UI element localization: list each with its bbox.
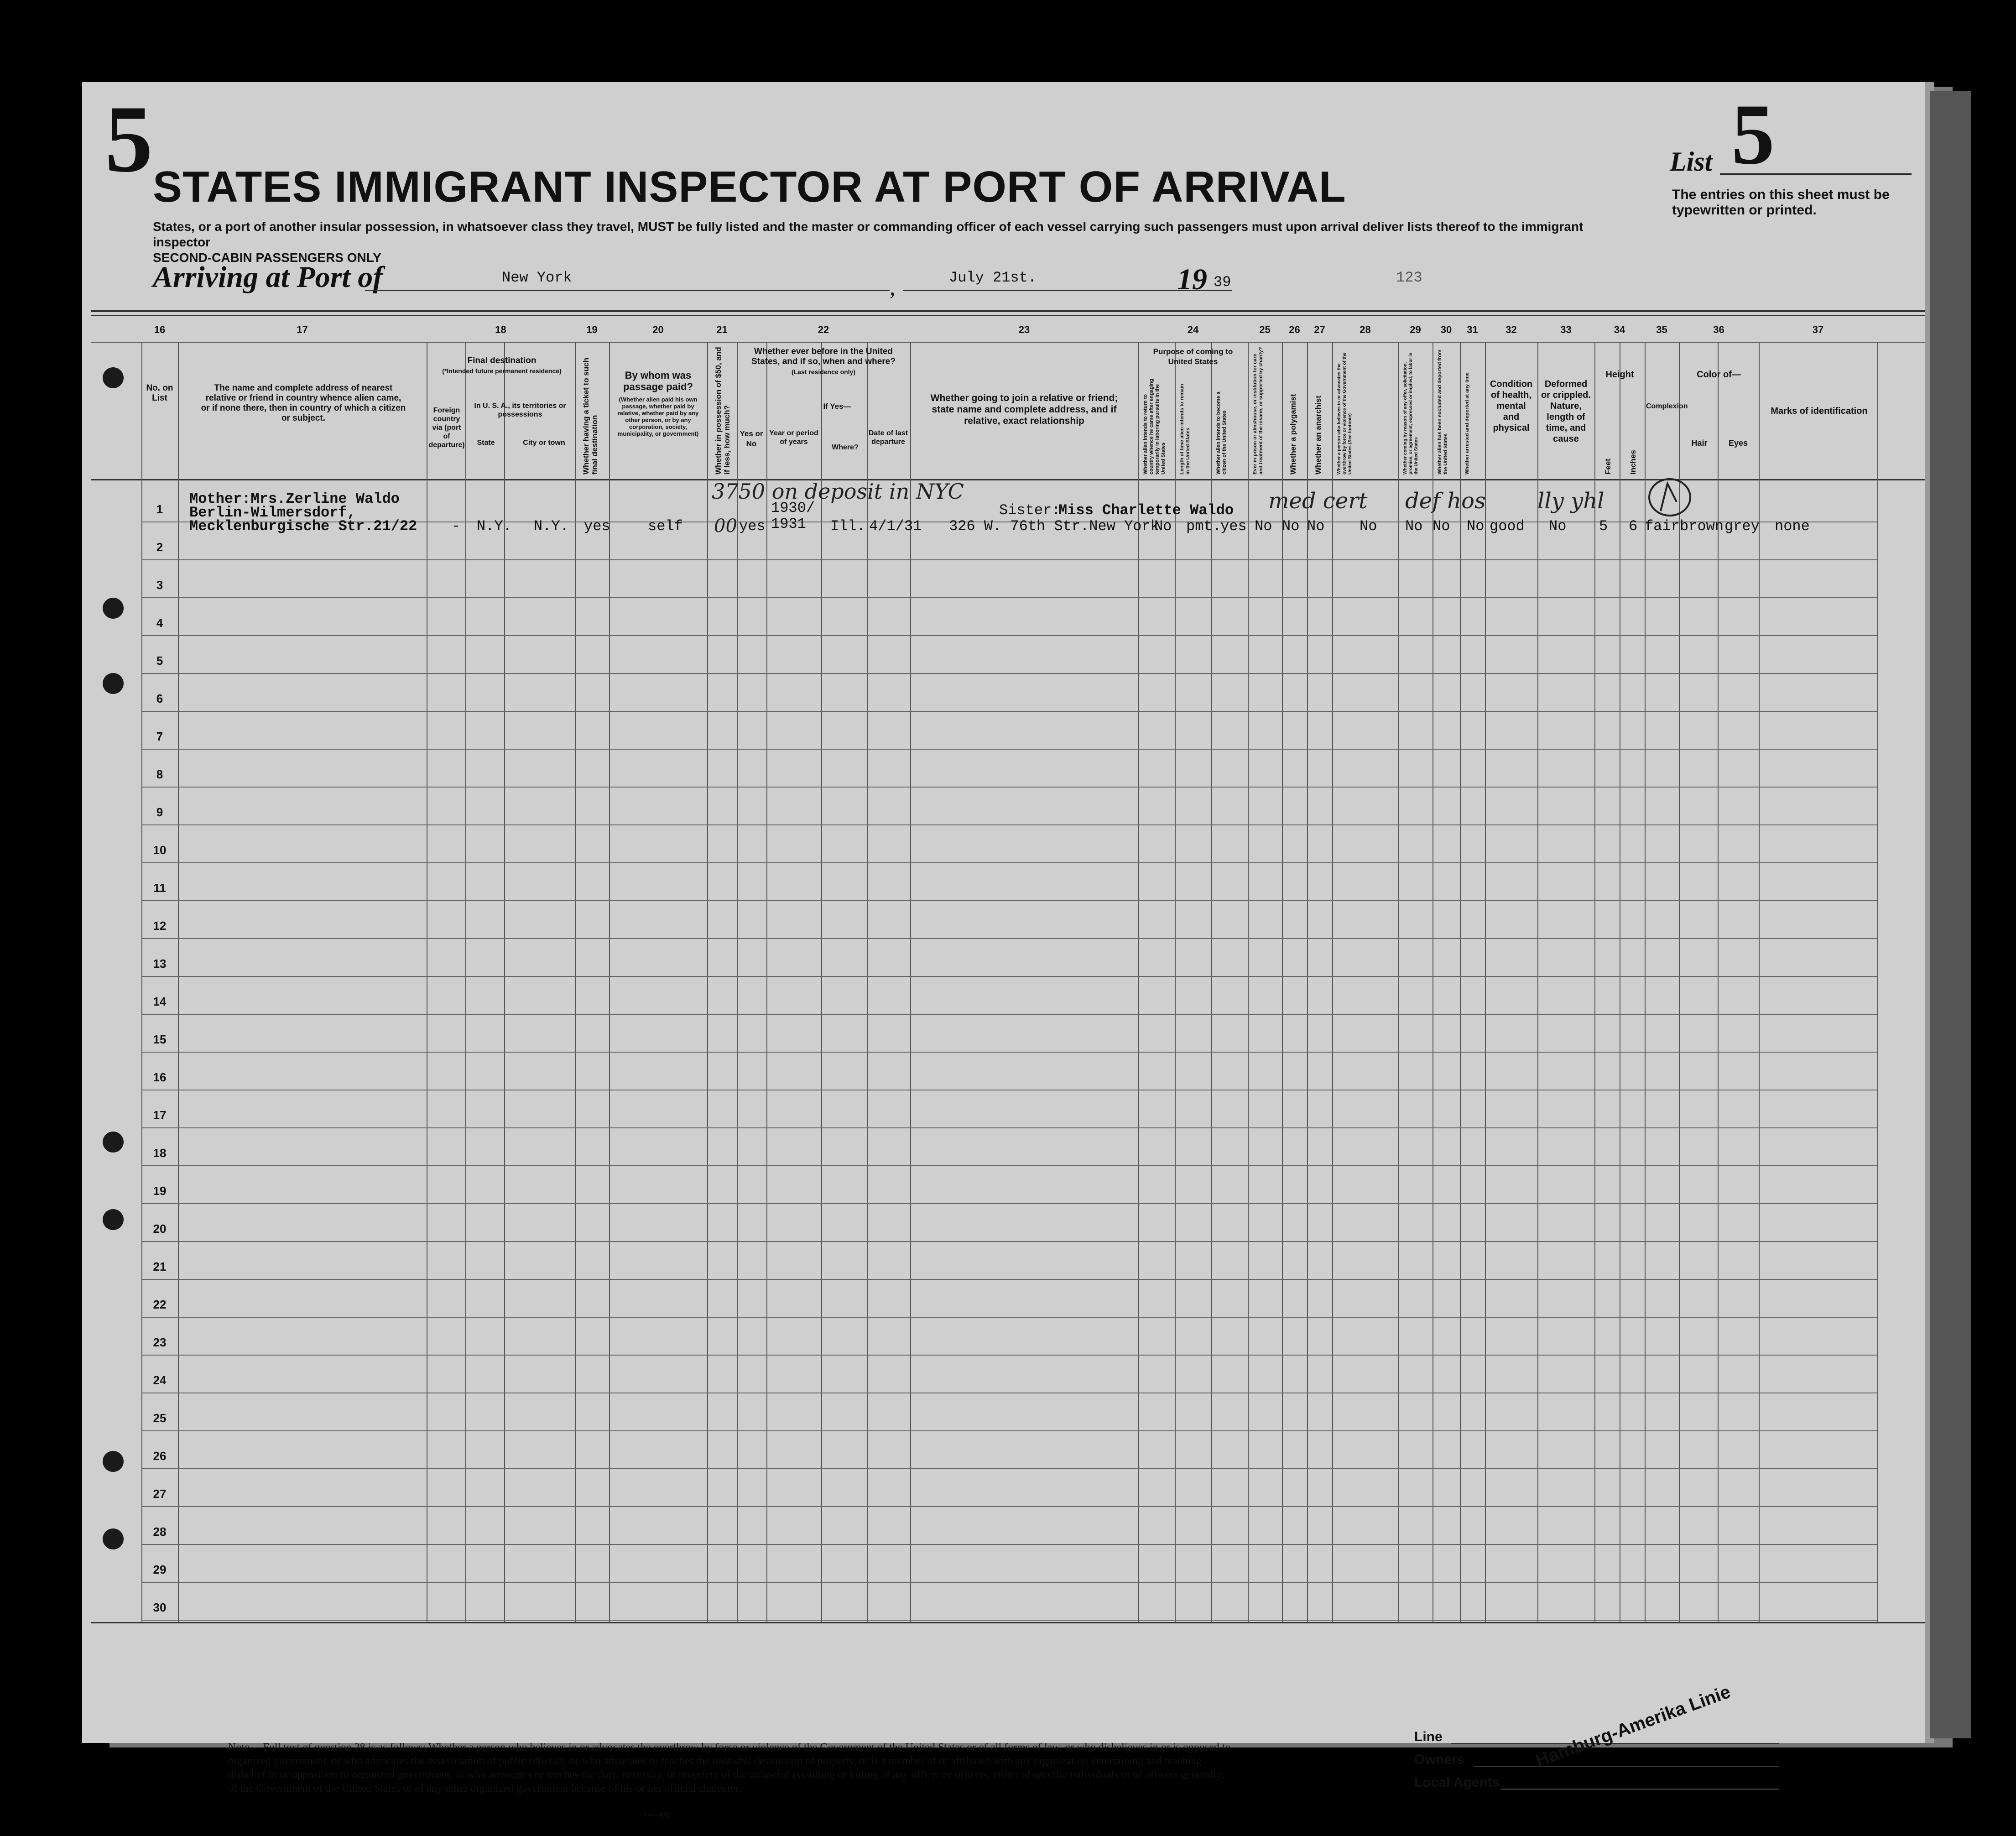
hdr-complexion: Complexion bbox=[1646, 402, 1688, 410]
row1-years-line2: 1931 bbox=[771, 516, 806, 532]
row1-paid-by: self bbox=[648, 518, 683, 535]
row-rule bbox=[141, 1430, 1877, 1431]
row1-prison: No bbox=[1255, 518, 1272, 535]
row-rule bbox=[141, 1506, 1877, 1507]
hdr-final-destination-label: Final destination bbox=[467, 356, 537, 365]
row-rule bbox=[141, 1355, 1877, 1356]
column-rule bbox=[1877, 342, 1878, 1622]
colnum-35: 35 bbox=[1656, 324, 1667, 335]
row1-complexion: fair bbox=[1645, 518, 1680, 535]
row-number: 23 bbox=[153, 1335, 167, 1349]
year-prefix: 19 bbox=[1177, 263, 1207, 296]
row1-relative-line1: Mother:Mrs.Zerline Waldo bbox=[189, 490, 400, 507]
manifest-sheet bbox=[82, 82, 1925, 1819]
colnum-34: 34 bbox=[1614, 324, 1625, 335]
hdr-no-on-list: No. on List bbox=[146, 383, 173, 403]
row-rule bbox=[141, 1468, 1877, 1469]
hdr-purpose: Purpose of coming to United States bbox=[1153, 347, 1233, 366]
hdr-anarchist: Whether an anarchist bbox=[1314, 396, 1323, 475]
row-number: 8 bbox=[156, 767, 163, 781]
hdr-polygamist: Whether a polygamist bbox=[1289, 394, 1297, 475]
row1-citizen: yes bbox=[1220, 518, 1247, 535]
row-number: 11 bbox=[153, 881, 166, 895]
list-label: List bbox=[1670, 146, 1713, 177]
row1-hair: brown bbox=[1680, 518, 1724, 535]
row1-anarchist: No bbox=[1307, 518, 1325, 535]
row-number: 30 bbox=[153, 1601, 167, 1614]
hdr-excluded: Whether alien has been excluded and deported from the United States bbox=[1437, 349, 1448, 475]
row1-feet: 5 bbox=[1599, 518, 1608, 535]
row1-years-line1: 1930/ bbox=[771, 500, 815, 516]
form-code: 14—420 bbox=[643, 1811, 671, 1819]
owners-underline bbox=[1474, 1766, 1779, 1767]
colnum-17: 17 bbox=[297, 324, 308, 335]
row-number: 19 bbox=[153, 1184, 167, 1198]
row-rule bbox=[141, 824, 1877, 825]
hdr-foreign-via: Foreign country via (port of departure) bbox=[428, 407, 465, 449]
hdr-final-destination bbox=[429, 356, 575, 376]
row-rule bbox=[141, 711, 1877, 712]
row-rule bbox=[141, 1241, 1877, 1242]
row-number: 13 bbox=[153, 957, 167, 970]
colnum-rule bbox=[91, 342, 1925, 343]
hdr-final-destination-sub: (*Intended future permanent residence) bbox=[442, 367, 562, 375]
row1-overthrow: No bbox=[1360, 518, 1377, 535]
colnum-26: 26 bbox=[1289, 324, 1300, 335]
hdr-health: Condition of health, mental and physical bbox=[1490, 379, 1533, 433]
row-number: 27 bbox=[153, 1487, 167, 1501]
row1-marks: none bbox=[1775, 518, 1810, 535]
row1-join-label: Sister: bbox=[999, 502, 1061, 519]
colnum-21: 21 bbox=[716, 324, 728, 335]
row-rule bbox=[141, 1582, 1877, 1583]
row1-return-country: No bbox=[1154, 518, 1172, 535]
row-number: 17 bbox=[153, 1108, 167, 1122]
hdr-going-to-join: Whether going to join a relative or friend; state name and complete address, and if relative, exact relationship bbox=[930, 393, 1118, 426]
hdr-length-stay: Length of time alien intends to remain in the United States bbox=[1179, 384, 1191, 475]
colnum-33: 33 bbox=[1560, 324, 1572, 335]
row-number: 15 bbox=[153, 1033, 167, 1046]
colnum-28: 28 bbox=[1360, 324, 1371, 335]
instructions-text: States, or a port of another insular possession, in whatsoever class they travel, MUST be fully listed and the master or commanding officer of each vessel carrying such passengers must upon arrival deliver lists thereof to the immigrant inspector bbox=[153, 219, 1584, 249]
stamp-number: 123 bbox=[1396, 269, 1422, 286]
binding-edge bbox=[1930, 91, 1971, 1738]
hdr-color-of: Color of— bbox=[1697, 370, 1741, 380]
hdr-become-citizen: Whether alien intends to become a citizen of the United States bbox=[1216, 391, 1227, 475]
row-number: 20 bbox=[153, 1222, 167, 1236]
hand-note-3: lly yhl bbox=[1537, 488, 1604, 514]
row-rule bbox=[141, 1165, 1877, 1166]
row-rule bbox=[141, 559, 1877, 560]
hdr-before-in-us-sub: (Last residence only) bbox=[791, 368, 856, 376]
line-label: Line bbox=[1414, 1729, 1443, 1744]
arriving-label: Arriving at Port of bbox=[153, 261, 383, 294]
punch-hole-4 bbox=[103, 1132, 124, 1153]
row-number: 5 bbox=[156, 654, 163, 668]
colnum-22: 22 bbox=[818, 324, 829, 335]
hand-note-2: def hos bbox=[1405, 488, 1486, 514]
punch-hole-3 bbox=[103, 673, 124, 694]
colnum-31: 31 bbox=[1467, 324, 1478, 335]
row-number: 9 bbox=[156, 805, 163, 819]
row1-join-name: Miss Charlette Waldo bbox=[1058, 502, 1234, 519]
agents-label: Local Agents bbox=[1414, 1775, 1500, 1790]
row1-health: good bbox=[1490, 518, 1525, 535]
row1-relative-line3: Mecklenburgische Str.21/22 bbox=[189, 518, 417, 535]
row-number: 25 bbox=[153, 1411, 167, 1425]
list-underline bbox=[1720, 173, 1912, 175]
row-number: 28 bbox=[153, 1525, 167, 1539]
row-number: 2 bbox=[156, 540, 163, 554]
hdr-nearest-relative: The name and complete address of nearest relative or friend in country whence alien came, or if none there, then in country of which a citizen or subject. bbox=[201, 383, 406, 423]
colnum-20: 20 bbox=[652, 324, 664, 335]
row1-where: Ill. bbox=[830, 518, 865, 535]
row1-inches: 6 bbox=[1629, 518, 1638, 535]
hdr-before-in-us bbox=[739, 347, 908, 377]
instructions bbox=[153, 219, 1613, 266]
hdr-if-yes: If Yes— bbox=[823, 402, 851, 411]
colnum-30: 30 bbox=[1440, 324, 1452, 335]
header-top-rule bbox=[91, 310, 1925, 312]
hdr-ticket: Whether having a ticket to such final destination bbox=[582, 358, 599, 475]
colnum-23: 23 bbox=[1018, 324, 1030, 335]
colnum-16: 16 bbox=[154, 324, 166, 335]
punch-hole-2 bbox=[103, 598, 124, 619]
row-number: 7 bbox=[156, 730, 163, 743]
hdr-passage-paid bbox=[611, 370, 705, 437]
row-rule bbox=[141, 976, 1877, 977]
hdr-before-in-us-label: Whether ever before in the United States, and if so, when and where? bbox=[751, 347, 896, 366]
punch-hole-5 bbox=[103, 1209, 124, 1230]
row-number: 10 bbox=[153, 843, 167, 857]
colnum-24: 24 bbox=[1187, 324, 1199, 335]
row-rule bbox=[141, 1544, 1877, 1545]
port-value: New York bbox=[502, 269, 572, 286]
colnum-19: 19 bbox=[586, 324, 598, 335]
row1-money-annotation: 3750 on deposit in NYC bbox=[712, 479, 964, 504]
row-rule bbox=[141, 749, 1877, 750]
colnum-25: 25 bbox=[1259, 324, 1271, 335]
row-rule bbox=[141, 1052, 1877, 1053]
hdr-deformed: Deformed or crippled. Nature, length of time, and cause bbox=[1541, 379, 1591, 444]
row-rule bbox=[141, 597, 1877, 598]
class-line: SECOND-CABIN PASSENGERS ONLY bbox=[153, 250, 381, 265]
colnum-29: 29 bbox=[1410, 324, 1421, 335]
row-number: 29 bbox=[153, 1563, 167, 1576]
row-rule bbox=[141, 1203, 1877, 1204]
hdr-where: Where? bbox=[832, 443, 859, 451]
hdr-deported: Whether arrested and deported at any time bbox=[1464, 372, 1470, 475]
row1-labor-offer: No bbox=[1405, 518, 1423, 535]
hdr-feet: Feet bbox=[1604, 459, 1612, 475]
row-number: 4 bbox=[156, 616, 163, 630]
row-rule bbox=[141, 673, 1877, 674]
colnum-18: 18 bbox=[495, 324, 506, 335]
row-rule bbox=[141, 938, 1877, 939]
handwritten-initial-circle bbox=[1642, 475, 1702, 525]
header-top-rule-2 bbox=[91, 315, 1925, 316]
row-rule bbox=[141, 900, 1877, 901]
row1-money: 00 bbox=[714, 516, 737, 537]
hdr-passage-paid-label: By whom was passage paid? bbox=[623, 370, 693, 392]
colnum-32: 32 bbox=[1505, 324, 1517, 335]
hdr-marks: Marks of identification bbox=[1771, 406, 1868, 416]
owners-label: Owners bbox=[1414, 1752, 1465, 1767]
hdr-year-period: Year or period of years bbox=[769, 429, 818, 446]
row-number: 21 bbox=[153, 1260, 167, 1273]
row-rule bbox=[141, 1279, 1877, 1280]
sheet-number-left: 5 bbox=[105, 86, 153, 192]
row1-foreign-via: - bbox=[452, 518, 461, 535]
row-rule bbox=[141, 862, 1877, 863]
row1-join-address: 326 W. 76th Str.New York bbox=[949, 518, 1159, 535]
hdr-eyes: Eyes bbox=[1728, 438, 1748, 448]
page-title: STATES IMMIGRANT INSPECTOR AT PORT OF ARRIVAL bbox=[153, 162, 1346, 211]
row-number: 16 bbox=[153, 1070, 167, 1084]
entries-note: The entries on this sheet must be typewritten or printed. bbox=[1672, 187, 1890, 218]
row1-ticket: yes bbox=[584, 518, 610, 535]
row-number: 26 bbox=[153, 1449, 167, 1463]
row1-deformed: No bbox=[1549, 518, 1567, 535]
hdr-city: City or town bbox=[523, 439, 565, 447]
row1-relative-line2: Berlin-Wilmersdorf, bbox=[189, 504, 356, 521]
date-value: July 21st. bbox=[949, 269, 1037, 286]
row1-state: N.Y. bbox=[477, 518, 512, 535]
colnum-37: 37 bbox=[1812, 324, 1824, 335]
list-number: 5 bbox=[1731, 87, 1775, 183]
row-number: 18 bbox=[153, 1146, 167, 1160]
footnote: Note.—Full text of question 28 is as follows: Whether a person who believes in or advocates the overthrow by force or violence of the Government of the United States or of all forms of law, or who disbelieves in or is opposed to organized government, or who advocates the assassination of public officials, or who advocates or teaches the unlawful destruction of property, or is a member of or affiliated with any organization entertaining and teaching disbelief in or opposition to organized government, or who advocates or teaches the duty, necessity, or propriety of the unlawful assaulting or killing of any officer or officers, either of specific individuals or of officers generally, of the Government of the United States or of any other organized government because of his or her official character. bbox=[228, 1742, 1231, 1794]
row1-eyes: grey bbox=[1724, 518, 1760, 535]
hdr-hair: Hair bbox=[1691, 438, 1708, 448]
row1-deported: No bbox=[1467, 518, 1485, 535]
row-rule bbox=[141, 1317, 1877, 1318]
port-underline bbox=[365, 290, 890, 291]
row1-date-departure: 4/1/31 bbox=[869, 518, 922, 535]
hdr-passage-paid-sub: (Whether alien paid his own passage, whether paid by relative, whether paid by any other person, or by any corporation, society, municipality, or government) bbox=[617, 396, 699, 437]
row1-polygamist: No bbox=[1282, 518, 1300, 535]
row-rule bbox=[141, 1620, 1877, 1621]
hdr-overthrow: Whether a person who believes in or advocates the overthrow by force or violence of the Government of the United States (See footnote) bbox=[1337, 352, 1353, 475]
agents-underline bbox=[1501, 1789, 1779, 1790]
row-rule bbox=[141, 787, 1877, 788]
row-number: 3 bbox=[156, 578, 163, 592]
comma-sep: , bbox=[890, 274, 896, 300]
row1-before-in-us: yes bbox=[739, 518, 766, 535]
hdr-yes-no: Yes or No bbox=[740, 429, 763, 448]
hdr-labor-offer: Whether coming by reason of any offer, solicitation, promise, or agreement, expressed or implied, to labor in the United States bbox=[1403, 352, 1419, 475]
hdr-height: Height bbox=[1605, 370, 1634, 380]
row1-city: N.Y. bbox=[534, 518, 569, 535]
colnum-27: 27 bbox=[1314, 324, 1325, 335]
hdr-state: State bbox=[477, 439, 495, 447]
row1-length-stay: pmt. bbox=[1186, 518, 1221, 535]
row-rule bbox=[141, 635, 1877, 636]
row-number: 1 bbox=[156, 502, 163, 516]
row-number: 24 bbox=[153, 1373, 167, 1387]
row-number: 22 bbox=[153, 1298, 167, 1311]
punch-hole-6 bbox=[103, 1451, 124, 1472]
row1-excluded: No bbox=[1433, 518, 1450, 535]
row-number: 14 bbox=[153, 995, 167, 1008]
hand-note-1: med cert bbox=[1268, 488, 1368, 514]
hdr-fifty-dollars: Whether in possession of $50, and if less, how much? bbox=[714, 347, 731, 475]
punch-hole-1 bbox=[103, 367, 124, 388]
hdr-inches: Inches bbox=[1629, 450, 1637, 475]
hdr-in-usa: In U. S. A., its territories or possessions bbox=[474, 402, 566, 418]
table-bottom-rule bbox=[91, 1622, 1925, 1623]
year-suffix: 39 bbox=[1214, 274, 1231, 291]
row-rule bbox=[141, 1127, 1877, 1128]
colnum-36: 36 bbox=[1713, 324, 1724, 335]
shipping-line-stamp: Hamburg-Amerika Linie bbox=[1533, 1681, 1734, 1771]
row-number: 6 bbox=[156, 692, 163, 705]
row-number: 12 bbox=[153, 919, 167, 933]
punch-hole-7 bbox=[103, 1528, 124, 1549]
row-rule bbox=[141, 1014, 1877, 1015]
hdr-date-departure: Date of last departure bbox=[868, 429, 908, 446]
hdr-return-country: Whether alien intends to return to country whence he came after engaging temporarily in laboring pursuits in the United States bbox=[1143, 379, 1166, 475]
hdr-prison: Ever in prison or almshouse, or institution for care and treatment of the insane, or supported by charity? bbox=[1252, 347, 1264, 475]
